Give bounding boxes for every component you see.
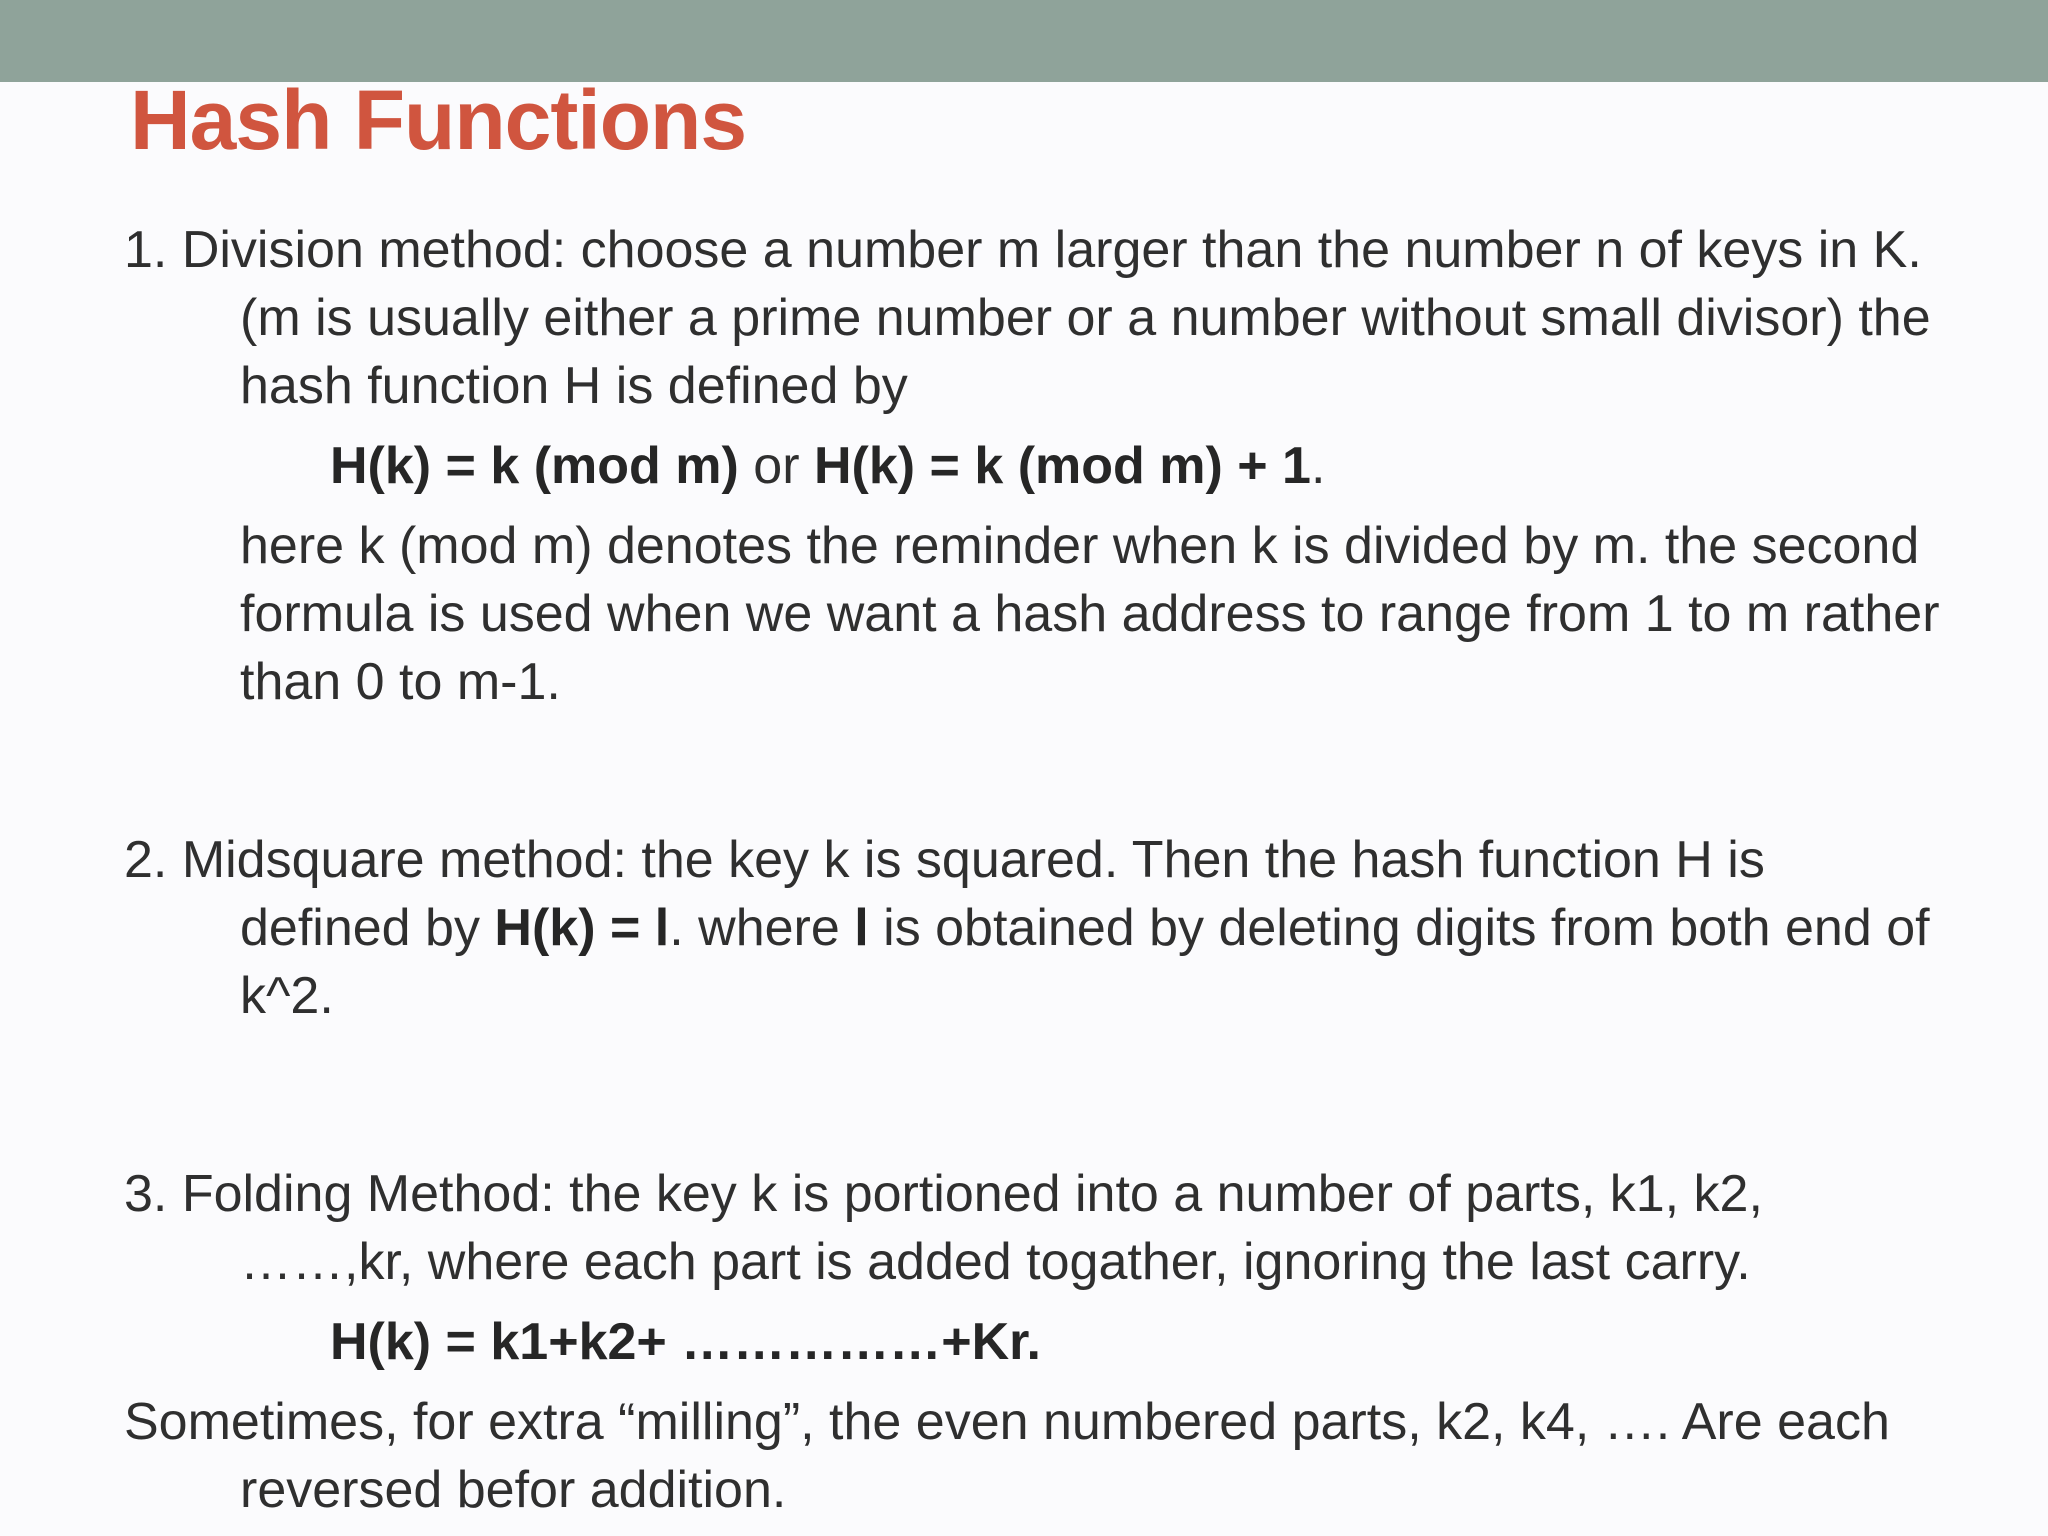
midsquare-formula: H(k) = l: [494, 899, 670, 957]
folding-formula-text: H(k) = k1+k2+ ……………+Kr.: [330, 1313, 1041, 1371]
slide-title: Hash Functions: [130, 73, 747, 167]
division-explanation: here k (mod m) denotes the reminder when k is divided by m. the second formula is used when we want a hash address to range from 1 to m rather than 0 to m-1.: [240, 517, 1940, 711]
section-spacer: [124, 1030, 1944, 1160]
top-accent-bar: [0, 0, 2048, 82]
division-method-text: 1. Division method: choose a number m larger than the number n of keys in K. (m is usually either a prime number or a number without small divisor) the hash function H is defined by: [124, 221, 1931, 415]
midsquare-text-middle: . where: [669, 899, 855, 957]
folding-formula: [124, 1308, 1944, 1376]
folding-note: Sometimes, for extra “milling”, the even numbered parts, k2, k4, …. Are each reversed befor addition.: [124, 1393, 1890, 1519]
slide-content: [124, 216, 1944, 1524]
midsquare-symbol: l: [854, 899, 869, 957]
division-formula-end: .: [1310, 437, 1326, 495]
midsquare-method-text: [124, 826, 1944, 1030]
division-formula: [124, 432, 1944, 500]
division-formula-a: H(k) = k (mod m): [330, 437, 739, 495]
folding-method-text: 3. Folding Method: the key k is portioned into a number of parts, k1, k2, ……,kr, where each part is added togather, ignoring the last carry.: [124, 1165, 1763, 1291]
division-formula-b: H(k) = k (mod m) + 1: [813, 437, 1311, 495]
division-formula-or: or: [738, 437, 814, 495]
midsquare-text-after: is obtained by deleting digits from both end of k^2.: [240, 899, 1930, 1025]
midsquare-text-before: 2. Midsquare method: the key k is squared. Then the hash function H is defined by: [124, 831, 1765, 957]
section-spacer: [124, 716, 1944, 826]
